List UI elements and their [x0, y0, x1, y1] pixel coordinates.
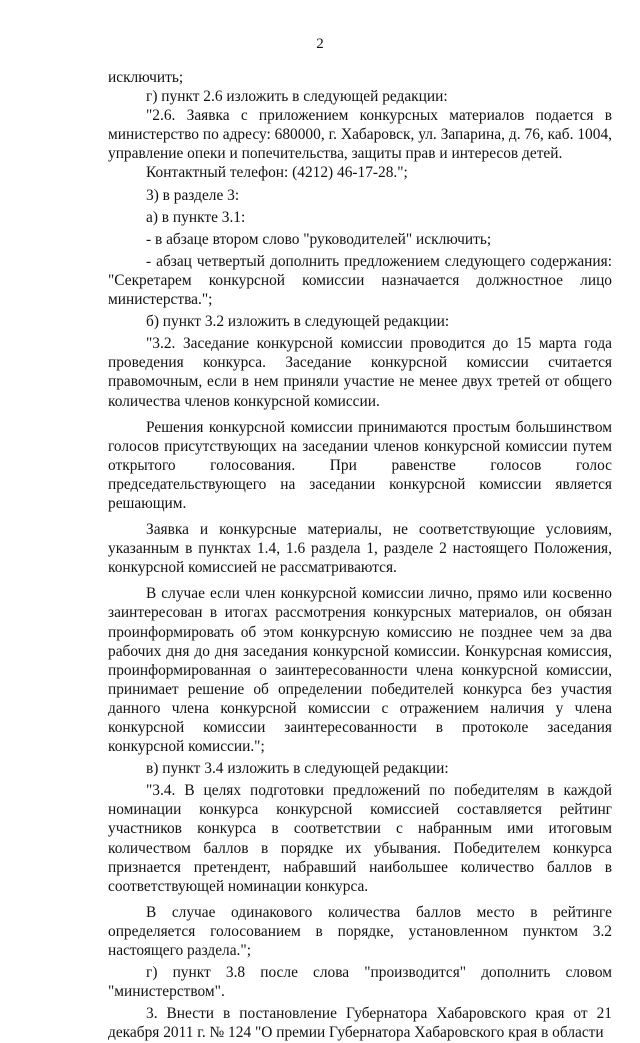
paragraph: Контактный телефон: (4212) 46-17-28.";	[146, 164, 408, 182]
paragraph: "3.4. В целях подготовки предложений по победителям в каждой номинации конкурса конкурсной комиссией составляется рейтинг участников конкурса в соответствии с набранным ими итоговым количеством баллов в порядке их убывания. Победителем конкурса признается претендент, набравший наибольшее количество баллов в соответствующей номинации конкурса.	[108, 782, 612, 895]
paragraph: В случае одинакового количества баллов место в рейтинге определяется голосованием в порядке, установленном пунктом 3.2 настоящего раздела.";	[108, 903, 612, 960]
paragraph: - в абзаце втором слово "руководителей" исключить;	[146, 230, 492, 248]
paragraph: - абзац четвертый дополнить предложением следующего содержания: "Секретарем конкурсной комиссии назначается должностное лицо министерства.";	[108, 252, 612, 309]
paragraph: "2.6. Заявка с приложением конкурсных материалов подается в министерство по адресу: 680000, г. Хабаровск, ул. Запарина, д. 76, каб. 1004, управление опеки и попечительства, защиты прав и интересов детей.	[108, 107, 612, 163]
paragraph: "3.2. Заседание конкурсной комиссии проводится до 15 марта года проведения конкурса. Заседание конкурсной комиссии считается правомочным, если в нем приняли участие не менее двух третей от общего количества членов конкурсной комиссии.	[108, 335, 612, 410]
paragraph: г) пункт 2.6 изложить в следующей редакции:	[146, 88, 448, 106]
paragraph: Заявка и конкурсные материалы, не соответствующие условиям, указанным в пунктах 1.4, 1.6 раздела 1, разделе 2 настоящего Положения, конкурсной комиссией не рассматриваются.	[108, 521, 612, 577]
paragraph: б) пункт 3.2 изложить в следующей редакции:	[146, 313, 450, 331]
page-number: 2	[316, 36, 324, 52]
paragraph: исключить;	[108, 69, 184, 86]
paragraph: 3) в разделе 3:	[146, 186, 240, 204]
paragraph: 3. Внести в постановление Губернатора Хабаровского края от 21 декабря 2011 г. № 124 "О премии Губернатора Хабаровского края в области	[108, 1005, 612, 1042]
paragraph: Решения конкурсной комиссии принимаются простым большинством голосов присутствующих на заседании членов конкурсной комиссии путем открытого голосования. При равенстве голосов голос председательствующего на заседании конкурсной комиссии является решающим.	[108, 418, 612, 512]
document-body	[108, 40, 612, 1043]
paragraph: а) в пункте 3.1:	[146, 208, 246, 226]
paragraph: в) пункт 3.4 изложить в следующей редакции:	[146, 760, 449, 778]
paragraph: г) пункт 3.8 после слова "производится" дополнить словом "министерством".	[108, 964, 612, 1001]
paragraph: В случае если член конкурсной комиссии лично, прямо или косвенно заинтересован в итогах рассмотрения конкурсных материалов, он обязан проинформировать об этом конкурсную комиссию не позднее чем за два рабочих дня до дня заседания конкурсной комиссии. Конкурсная комиссия, проинформированная о заинтересованности члена конкурсной комиссии, принимает решение об определении победителей конкурса без участия данного члена конкурсной комиссии с отражением наличия у члена конкурсной комиссии заинтересованности в протоколе заседания конкурсной комиссии.";	[108, 585, 612, 756]
